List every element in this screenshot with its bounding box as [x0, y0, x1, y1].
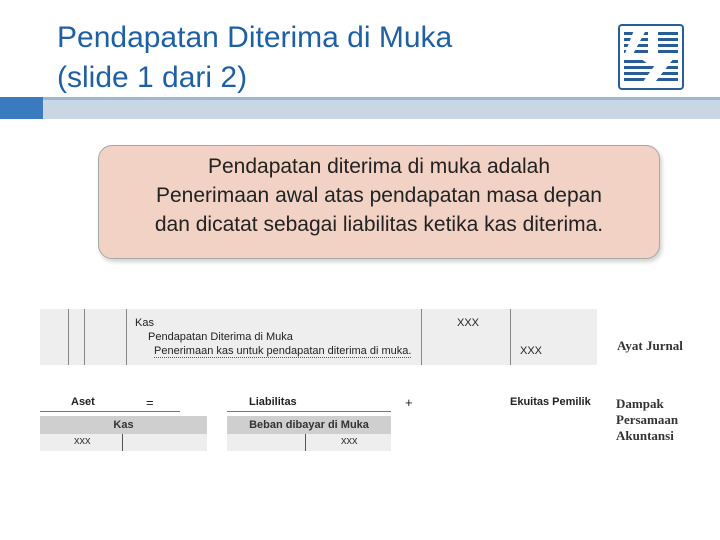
header-accent-block — [0, 97, 43, 119]
liabilities-underline — [227, 411, 391, 412]
equation-label: Dampak Persamaan Akuntansi — [616, 396, 679, 443]
journal-credit-amount: XXX — [520, 345, 543, 357]
equation-assets: Aset — [71, 396, 95, 408]
journal-credit-account: Pendapatan Diterima di Muka — [148, 331, 293, 343]
header-rule — [43, 97, 720, 119]
journal-entry — [40, 309, 597, 365]
kas-t-account-body — [40, 434, 207, 451]
journal-debit-amount: XXX — [457, 317, 480, 329]
equation-plus-sign: + — [405, 395, 413, 410]
liability-amount: xxx — [341, 435, 358, 447]
journal-label: Ayat Jurnal — [617, 338, 683, 353]
liability-t-account-body — [227, 434, 391, 451]
kas-amount: xxx — [74, 435, 91, 447]
definition-line-2: Penerimaan awal atas pendapatan masa depan — [156, 184, 602, 207]
definition-box — [98, 145, 660, 259]
liability-t-account-header: Beban dibayar di Muka — [227, 416, 391, 434]
definition-line-1: Pendapatan diterima di muka adalah — [207, 155, 551, 178]
equation-equals-sign: = — [146, 395, 154, 410]
publisher-logo-icon — [618, 24, 684, 90]
kas-t-account-header: Kas — [40, 416, 207, 434]
journal-debit-account: Kas — [135, 317, 154, 329]
definition-line-3: dan dicatat sebagai liabilitas ketika kas diterima. — [154, 213, 604, 236]
equation-liabilities: Liabilitas — [249, 396, 297, 408]
assets-underline — [40, 411, 180, 412]
slide-title-line-2: (slide 1 dari 2) — [57, 61, 248, 94]
slide-title-line-1: Pendapatan Diterima di Muka — [57, 21, 453, 54]
slide-title — [57, 18, 577, 98]
journal-explanation: Penerimaan kas untuk pendapatan diterima di muka. — [154, 345, 412, 357]
equation-equity: Ekuitas Pemilik — [510, 396, 591, 408]
